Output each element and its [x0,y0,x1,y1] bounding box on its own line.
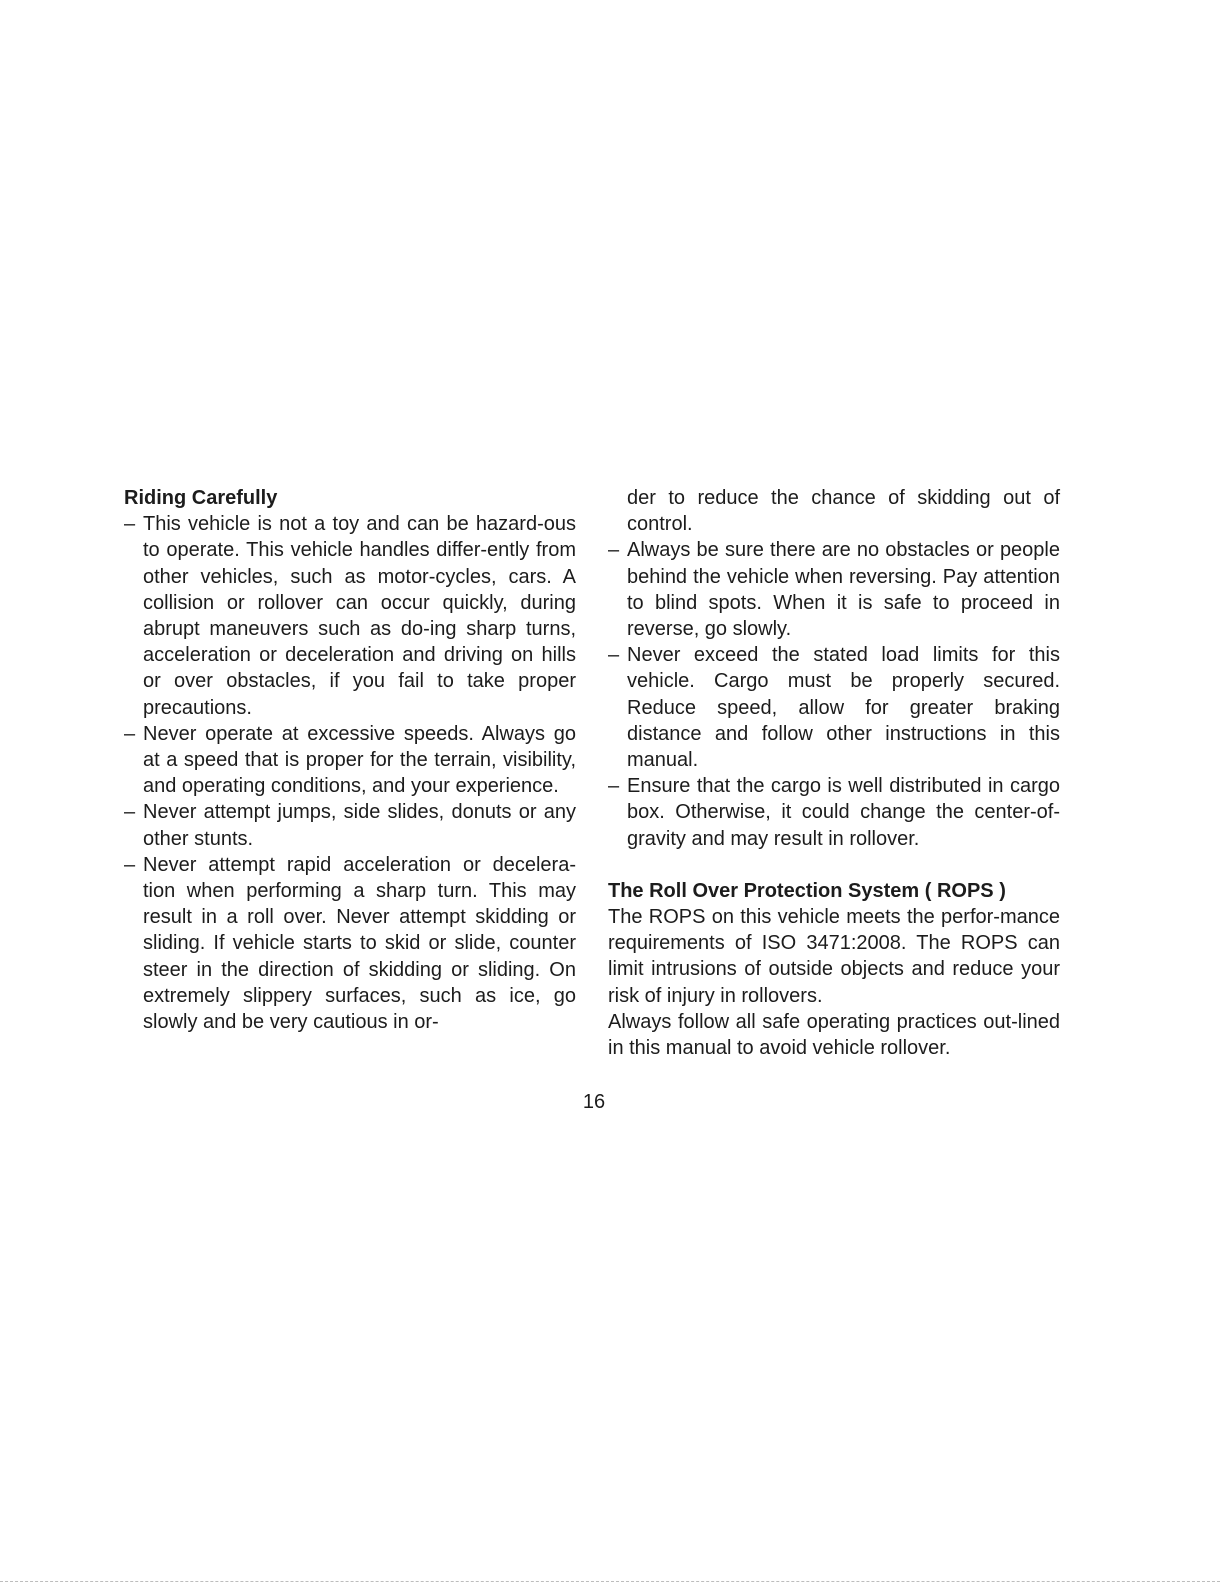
dash-bullet: – [608,539,620,562]
right-column [608,485,1060,1061]
list-item-text: Never exceed the stated load limits for this vehicle. Cargo must be properly secured. Reduce speed, allow for greater braking distance and follow other instructions in this manual. [627,644,1060,772]
list-item [124,799,576,851]
list-item-text: Never attempt rapid acceleration or decelera-tion when performing a sharp turn. This may result in a roll over. Never attempt skidding or sliding. If vehicle starts to skid or slide, counter steer in the direction of skidding or sliding. On extremely slippery surfaces, such as ice, go slowly and be very cautious in or- [143,853,576,1034]
page-number: 16 [582,1091,606,1113]
section-spacer [608,852,1060,878]
left-column [124,485,576,1035]
dash-bullet: – [124,801,136,824]
list-item [608,537,1060,642]
list-item-text: This vehicle is not a toy and can be hazard-ous to operate. This vehicle handles differ-ently from other vehicles, such as motor-cycles, cars. A collision or rollover can occur quickly, during abrupt maneuvers such as do-ing sharp turns, acceleration or deceleration and driving on hills or over obstacles, if you fail to take proper precautions. [143,513,576,719]
dash-bullet: – [124,513,136,536]
list-item-text: Ensure that the cargo is well distributed in cargo box. Otherwise, it could change the center-of-gravity and may result in rollover. [627,775,1060,850]
continued-item-text: der to reduce the chance of skidding out of control. [627,487,1060,536]
page-edge-rule [0,1581,1220,1582]
list-item [124,852,576,1035]
paragraph: The ROPS on this vehicle meets the perfor-mance requirements of ISO 3471:2008. The ROPS can limit intrusions of outside objects and reduce your risk of injury in rollovers. [608,906,1060,1007]
dash-bullet: – [608,775,620,798]
list-item-text: Never operate at excessive speeds. Always go at a speed that is proper for the terrain, visibility, and operating conditions, and your experience. [143,722,576,798]
list-item-text: Never attempt jumps, side slides, donuts or any other stunts. [143,801,576,850]
section-heading-rops: The Roll Over Protection System ( ROPS ) [608,879,1006,902]
list-item-text: Always be sure there are no obstacles or people behind the vehicle when reversing. Pay attention to blind spots. When it is safe to proceed in reverse, go slowly. [627,539,1060,641]
dash-bullet: – [124,722,136,745]
list-item [124,721,576,800]
dash-bullet: – [608,644,620,667]
list-item [608,773,1060,852]
paragraph: Always follow all safe operating practices out-lined in this manual to avoid vehicle rollover. [608,1010,1060,1060]
dash-bullet: – [124,853,136,876]
list-item [608,642,1060,773]
list-item [124,511,576,721]
section-heading-riding-carefully: Riding Carefully [124,487,278,509]
